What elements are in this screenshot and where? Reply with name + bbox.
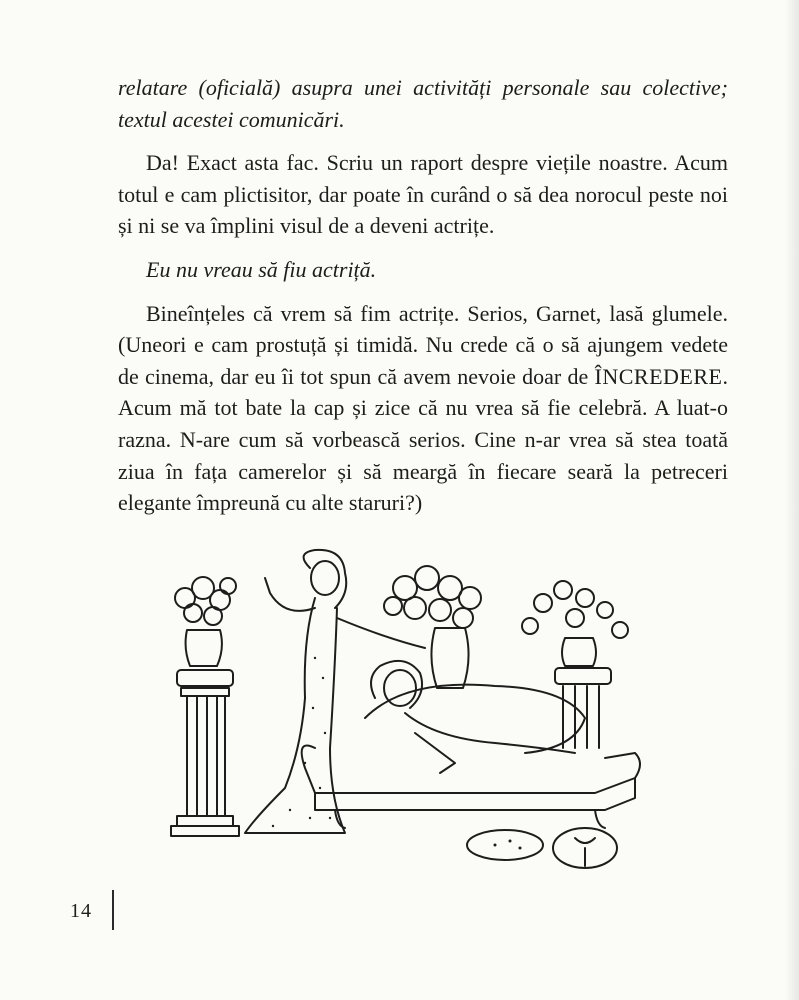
page-edge-shadow xyxy=(785,0,799,1000)
illustration-sisters-on-chaise xyxy=(165,548,665,878)
reclining-girl xyxy=(371,661,575,773)
left-vase xyxy=(186,630,222,666)
left-column xyxy=(171,670,239,836)
paragraph-garnet-reply: Eu nu vreau să fiu actriță. xyxy=(146,256,377,282)
standing-girl xyxy=(245,550,425,833)
right-column xyxy=(555,668,611,748)
emphasis-word: ÎNCREDERE xyxy=(594,363,723,389)
paragraph-actresses xyxy=(118,298,728,519)
paragraph-actresses-part2: . Acum mă tot bate la cap și zice că nu vrea să fie celebră. A luat-o razna. N-are cum să vorbească serios. Cine n-ar vrea să stea toată ziua în fața camerelor și să meargă în fiecare seară la petreceri elegante împreună cu alte staruri?) xyxy=(118,363,728,516)
center-vase xyxy=(431,628,468,688)
chocolate-box xyxy=(467,828,617,868)
right-vase xyxy=(562,638,596,666)
center-flower-bouquet xyxy=(384,566,481,628)
paragraph-report: Da! Exact asta fac. Scriu un raport despre viețile noastre. Acum totul e cam plictisitor, dar poate în curând o să dea norocul peste noi și ni se va împlini visul de a deveni actrițe. xyxy=(118,150,728,239)
paragraph-definition: relatare (oficială) asupra unei activități personale sau colective; textul acestei comunicări. xyxy=(118,75,728,132)
body-text xyxy=(118,72,728,531)
page-number: 14 xyxy=(70,900,92,922)
chaise-longue xyxy=(302,685,640,828)
paragraph-actresses-part1: Bineînțeles că vrem să fim actrițe. Serios, Garnet, lasă glumele. (Uneori e cam prostuță și timidă. Nu crede că o să ajungem vedete de cinema, dar eu îi tot spun că avem nevoie doar de xyxy=(118,300,728,389)
left-flower-bouquet xyxy=(175,577,236,625)
right-flower-bouquet xyxy=(522,581,628,638)
folio-rule xyxy=(112,890,114,930)
